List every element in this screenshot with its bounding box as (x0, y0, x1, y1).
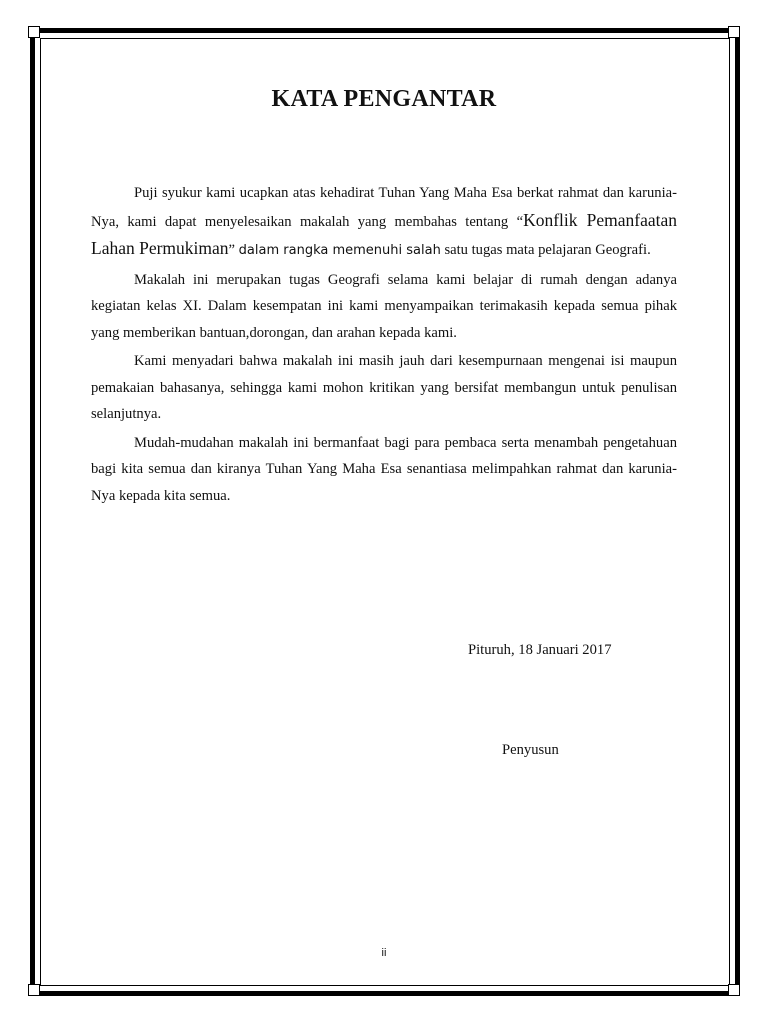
paragraph-1-ending: satu tugas mata pelajaran Geografi. (440, 242, 651, 258)
border-corner-ornament (728, 26, 740, 38)
paragraph-1 (91, 180, 677, 265)
paragraph-2: Makalah ini merupakan tugas Geografi selama kami belajar di rumah dengan adanya kegiatan kelas XI. Dalam kesempatan ini kami menyampaikan terimakasih kepada semua pihak yang memberikan bantuan,dorongan, dan arahan kepada kami. (91, 271, 677, 341)
author-signature: Penyusun (502, 742, 559, 758)
document-body (91, 180, 677, 511)
paragraph-1-quote-close: ” (228, 242, 239, 258)
paragraph-3: Kami menyadari bahwa makalah ini masih jauh dari kesempurnaan mengenai isi maupun pemakaian bahasanya, sehingga kami mohon kritikan yang bersifat membangun untuk penulisan selanjutnya. (91, 353, 677, 422)
border-corner-ornament (728, 984, 740, 996)
place-and-date: Pituruh, 18 Januari 2017 (468, 642, 612, 658)
paragraph-1-text: Puji syukur kami ucapkan atas kehadirat Tuhan Yang Maha Esa berkat rahmat dan karunia-Nya, kami dapat menyelesaikan makalah yang membahas tentang “ (91, 185, 677, 230)
paragraph-1-sans-text: dalam rangka memenuhi salah (238, 243, 441, 258)
border-corner-ornament (28, 26, 40, 38)
paragraph-4: Mudah-mudahan makalah ini bermanfaat bagi para pembaca serta menambah pengetahuan bagi kita semua dan kiranya Tuhan Yang Maha Esa senantiasa melimpahkan rahmat dan karunia-Nya kepada kita semua. (91, 434, 677, 504)
page-number: ii (381, 947, 387, 959)
page-title: KATA PENGANTAR (271, 86, 497, 112)
border-corner-ornament (28, 984, 40, 996)
paragraph-1-topic: Konflik Pemanfaatan Lahan Permukiman (91, 209, 678, 258)
